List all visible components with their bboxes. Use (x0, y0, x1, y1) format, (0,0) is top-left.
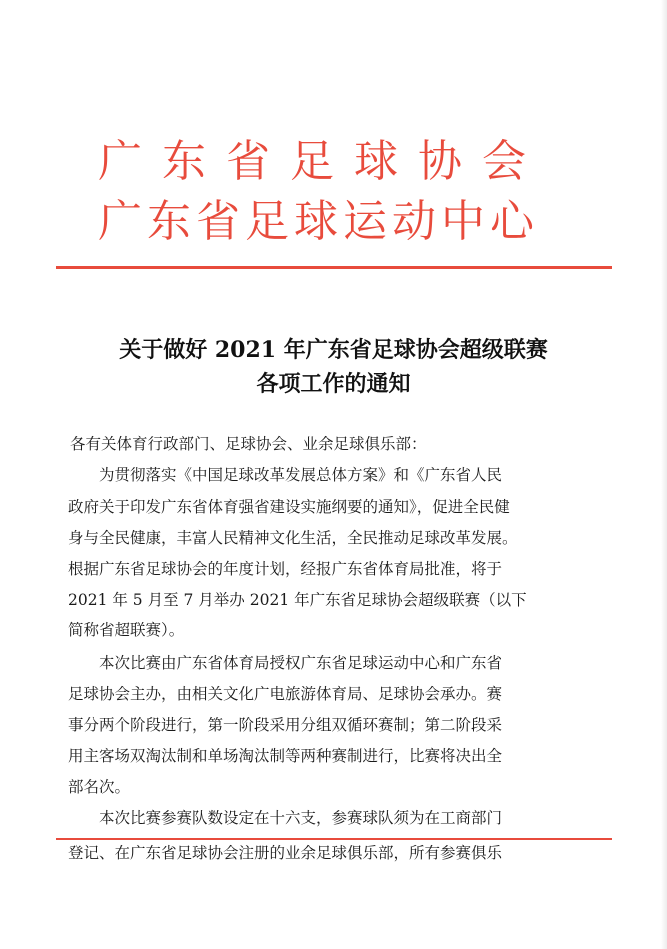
body-line: 简称省超联赛）。 (68, 621, 185, 639)
body-line: 政府关于印发广东省体育强省建设实施纲要的通知》，促进全民健 (68, 498, 510, 516)
letterhead-line-1: 广东省足球协会 (98, 136, 546, 187)
body-line: 身与全民健康，丰富人民精神文化生活，全民推动足球改革发展。 (68, 529, 518, 547)
document-title-line-2: 各项工作的通知 (256, 371, 411, 397)
body-line: 事分两个阶段进行，第一阶段采用分组双循环赛制；第二阶段采 (68, 716, 503, 734)
page-edge-shadow (661, 0, 667, 949)
body-line: 足球协会主办，由相关文化广电旅游体育局、足球协会承办。赛 (68, 685, 503, 703)
letterhead-divider (56, 266, 612, 269)
bottom-divider (56, 838, 612, 840)
body-line: 2021 年 5 月至 7 月举办 2021 年广东省足球协会超级联赛（以下 (68, 591, 527, 609)
salutation: 各有关体育行政部门、足球协会、业余足球俱乐部： (70, 435, 427, 453)
body-line: 本次比赛由广东省体育局授权广东省足球运动中心和广东省 (68, 654, 503, 672)
body-line: 本次比赛参赛队数设定在十六支，参赛球队须为在工商部门 (68, 809, 503, 827)
document-title-line-1: 关于做好 2021 年广东省足球协会超级联赛 (119, 337, 548, 363)
letterhead-line-2: 广东省足球运动中心 (98, 196, 539, 247)
body-line: 根据广东省足球协会的年度计划，经报广东省体育局批准，将于 (68, 560, 503, 578)
body-line: 部名次。 (68, 778, 131, 796)
body-line: 为贯彻落实《中国足球改革发展总体方案》和《广东省人民 (68, 466, 503, 484)
body-line: 用主客场双淘汰制和单场淘汰制等两种赛制进行，比赛将决出全 (68, 747, 503, 765)
body-line: 登记、在广东省足球协会注册的业余足球俱乐部，所有参赛俱乐 (68, 844, 503, 862)
